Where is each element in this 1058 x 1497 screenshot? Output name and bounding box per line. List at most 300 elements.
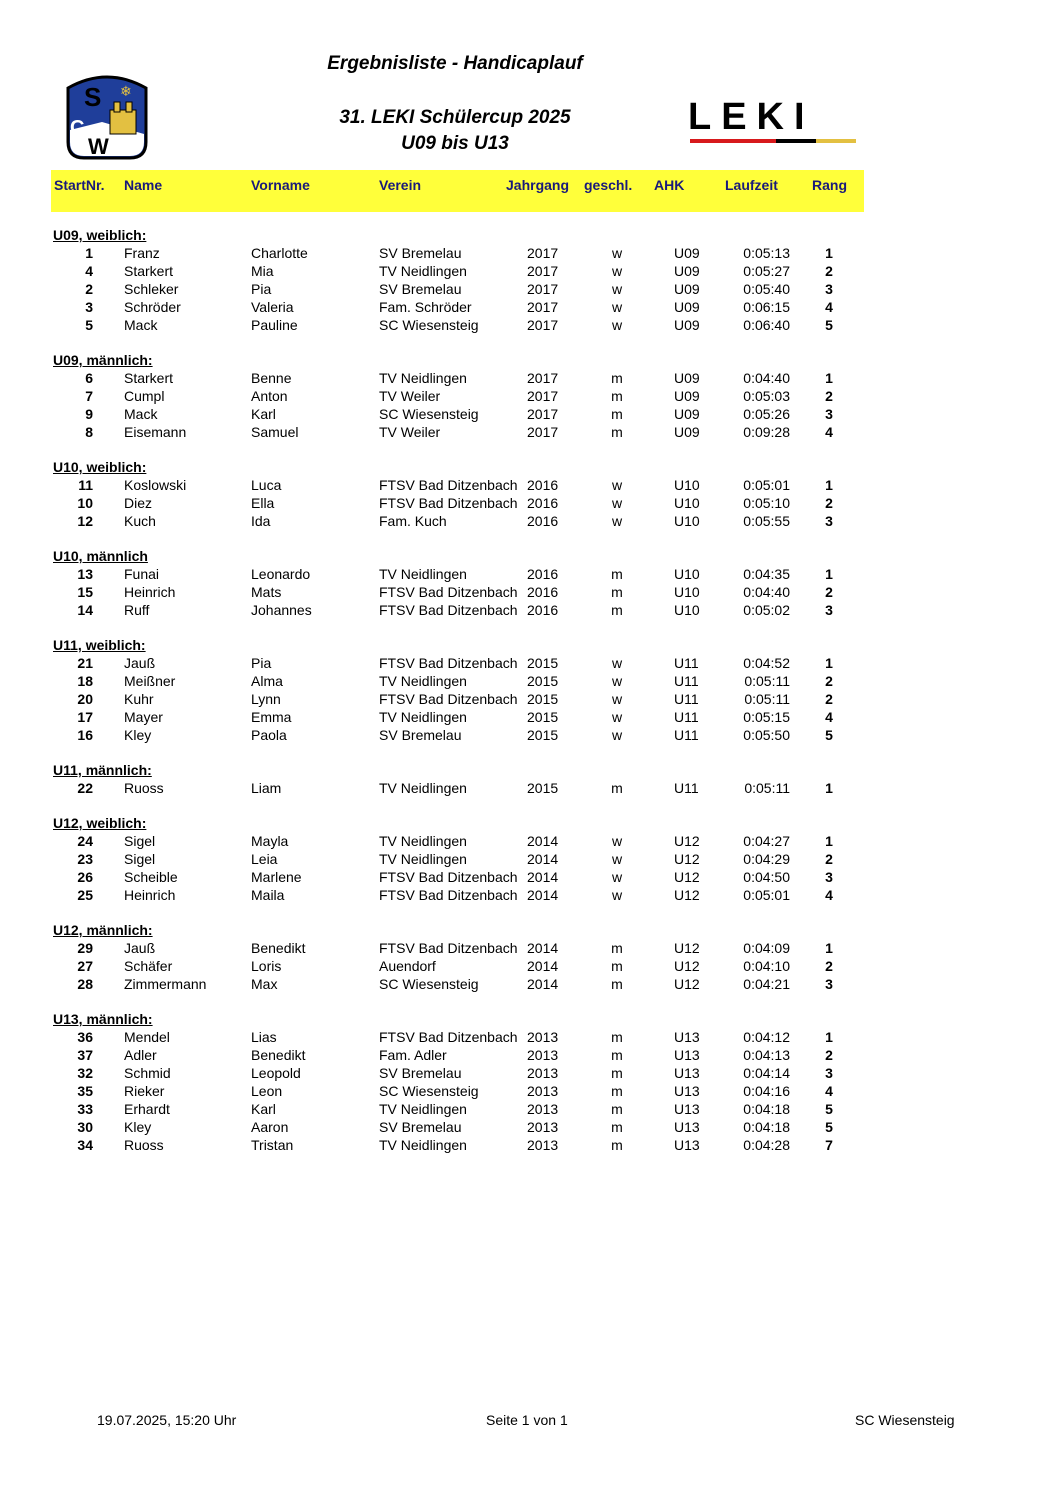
birth-year-cell: 2016 xyxy=(527,602,559,618)
rank-cell: 3 xyxy=(825,513,833,529)
gender-cell: w xyxy=(611,727,623,743)
rank-cell: 4 xyxy=(825,887,833,903)
age-class-cell: U10 xyxy=(674,602,700,618)
first-name-cell: Charlotte xyxy=(251,245,308,261)
birth-year-cell: 2017 xyxy=(527,388,559,404)
group-title: U11, männlich: xyxy=(53,762,152,778)
table-row xyxy=(0,708,1058,726)
birth-year-cell: 2016 xyxy=(527,495,559,511)
rank-cell: 1 xyxy=(825,940,833,956)
rank-cell: 5 xyxy=(825,1101,833,1117)
rank-cell: 4 xyxy=(825,1083,833,1099)
first-name-cell: Anton xyxy=(251,388,288,404)
club-cell: FTSV Bad Ditzenbach xyxy=(379,940,518,956)
first-name-cell: Mia xyxy=(251,263,274,279)
birth-year-cell: 2017 xyxy=(527,263,559,279)
rank-cell: 2 xyxy=(825,673,833,689)
birth-year-cell: 2017 xyxy=(527,317,559,333)
rank-cell: 3 xyxy=(825,602,833,618)
start-number-cell: 23 xyxy=(77,851,93,867)
last-name-cell: Starkert xyxy=(124,263,174,279)
birth-year-cell: 2015 xyxy=(527,780,559,796)
start-number-cell: 34 xyxy=(77,1137,93,1153)
age-class-cell: U09 xyxy=(674,317,700,333)
club-cell: Fam. Adler xyxy=(379,1047,447,1063)
run-time-cell: 0:05:10 xyxy=(743,495,790,511)
result-group xyxy=(0,458,1058,530)
last-name-cell: Meißner xyxy=(124,673,176,689)
club-cell: FTSV Bad Ditzenbach xyxy=(379,477,518,493)
table-row xyxy=(0,244,1058,262)
age-class-cell: U12 xyxy=(674,958,700,974)
club-cell: FTSV Bad Ditzenbach xyxy=(379,1029,518,1045)
club-cell: SV Bremelau xyxy=(379,281,462,297)
rank-cell: 3 xyxy=(825,406,833,422)
last-name-cell: Funai xyxy=(124,566,160,582)
club-cell: SV Bremelau xyxy=(379,1065,462,1081)
start-number-cell: 9 xyxy=(85,406,93,422)
rank-cell: 2 xyxy=(825,495,833,511)
birth-year-cell: 2017 xyxy=(527,406,559,422)
run-time-cell: 0:04:09 xyxy=(743,940,790,956)
table-row xyxy=(0,975,1058,993)
table-row xyxy=(0,726,1058,744)
club-logo-icon xyxy=(62,70,152,162)
last-name-cell: Sigel xyxy=(124,833,156,849)
club-cell: FTSV Bad Ditzenbach xyxy=(379,869,518,885)
age-class-cell: U12 xyxy=(674,887,700,903)
start-number-cell: 27 xyxy=(77,958,93,974)
club-cell: FTSV Bad Ditzenbach xyxy=(379,602,518,618)
birth-year-cell: 2016 xyxy=(527,584,559,600)
gender-cell: m xyxy=(611,1137,623,1153)
first-name-cell: Tristan xyxy=(251,1137,294,1153)
table-row xyxy=(0,298,1058,316)
col-header-startnr: StartNr. xyxy=(54,177,105,193)
group-title: U12, männlich: xyxy=(53,922,153,938)
run-time-cell: 0:05:15 xyxy=(743,709,790,725)
table-row xyxy=(0,1046,1058,1064)
gender-cell: w xyxy=(611,887,623,903)
result-group xyxy=(0,1010,1058,1154)
rank-cell: 5 xyxy=(825,727,833,743)
club-cell: TV Neidlingen xyxy=(379,709,467,725)
last-name-cell: Heinrich xyxy=(124,887,176,903)
rank-cell: 7 xyxy=(825,1137,833,1153)
first-name-cell: Ella xyxy=(251,495,275,511)
birth-year-cell: 2014 xyxy=(527,958,559,974)
run-time-cell: 0:05:13 xyxy=(743,245,790,261)
result-group xyxy=(0,761,1058,797)
last-name-cell: Kuhr xyxy=(124,691,154,707)
club-cell: FTSV Bad Ditzenbach xyxy=(379,655,518,671)
age-class-cell: U11 xyxy=(674,691,699,707)
last-name-cell: Rieker xyxy=(124,1083,165,1099)
gender-cell: m xyxy=(611,388,623,404)
table-row xyxy=(0,423,1058,441)
rank-cell: 3 xyxy=(825,976,833,992)
gender-cell: m xyxy=(611,940,623,956)
birth-year-cell: 2014 xyxy=(527,976,559,992)
age-class-cell: U09 xyxy=(674,299,700,315)
gender-cell: m xyxy=(611,406,623,422)
gender-cell: m xyxy=(611,958,623,974)
birth-year-cell: 2013 xyxy=(527,1029,559,1045)
gender-cell: w xyxy=(611,833,623,849)
table-row xyxy=(0,280,1058,298)
rank-cell: 5 xyxy=(825,317,833,333)
start-number-cell: 29 xyxy=(77,940,93,956)
run-time-cell: 0:05:11 xyxy=(744,691,790,707)
first-name-cell: Loris xyxy=(251,958,282,974)
table-row xyxy=(0,868,1058,886)
first-name-cell: Alma xyxy=(251,673,283,689)
rank-cell: 2 xyxy=(825,388,833,404)
start-number-cell: 24 xyxy=(77,833,93,849)
run-time-cell: 0:04:52 xyxy=(743,655,790,671)
birth-year-cell: 2013 xyxy=(527,1065,559,1081)
col-header-vorname: Vorname xyxy=(251,177,310,193)
club-cell: SV Bremelau xyxy=(379,245,462,261)
start-number-cell: 33 xyxy=(77,1101,93,1117)
first-name-cell: Leon xyxy=(251,1083,283,1099)
table-row xyxy=(0,405,1058,423)
start-number-cell: 7 xyxy=(85,388,93,404)
club-cell: TV Neidlingen xyxy=(379,370,467,386)
last-name-cell: Cumpl xyxy=(124,388,165,404)
first-name-cell: Marlene xyxy=(251,869,302,885)
table-row xyxy=(0,369,1058,387)
club-cell: SC Wiesensteig xyxy=(379,317,479,333)
gender-cell: w xyxy=(611,281,623,297)
last-name-cell: Sigel xyxy=(124,851,156,867)
club-cell: FTSV Bad Ditzenbach xyxy=(379,691,518,707)
start-number-cell: 15 xyxy=(77,584,93,600)
last-name-cell: Erhardt xyxy=(124,1101,170,1117)
club-cell: Auendorf xyxy=(379,958,436,974)
first-name-cell: Paola xyxy=(251,727,287,743)
birth-year-cell: 2013 xyxy=(527,1083,559,1099)
page-title: Ergebnisliste - Handicaplauf xyxy=(327,53,583,74)
last-name-cell: Scheible xyxy=(124,869,178,885)
last-name-cell: Mack xyxy=(124,317,158,333)
last-name-cell: Kuch xyxy=(124,513,156,529)
first-name-cell: Valeria xyxy=(251,299,294,315)
run-time-cell: 0:04:27 xyxy=(743,833,790,849)
gender-cell: w xyxy=(611,245,623,261)
club-cell: TV Weiler xyxy=(379,424,441,440)
run-time-cell: 0:05:01 xyxy=(743,477,790,493)
rank-cell: 4 xyxy=(825,299,833,315)
result-group xyxy=(0,226,1058,334)
group-title: U10, weiblich: xyxy=(53,459,147,475)
gender-cell: m xyxy=(611,370,623,386)
run-time-cell: 0:05:11 xyxy=(744,780,790,796)
results-table xyxy=(0,226,1058,1171)
col-header-rang: Rang xyxy=(812,177,847,193)
age-class-cell: U09 xyxy=(674,281,700,297)
footer-page-number: Seite 1 von 1 xyxy=(486,1412,568,1428)
table-row xyxy=(0,850,1058,868)
gender-cell: m xyxy=(611,584,623,600)
footer-datetime: 19.07.2025, 15:20 Uhr xyxy=(97,1412,237,1428)
col-header-jahrgang: Jahrgang xyxy=(506,177,570,193)
table-row xyxy=(0,565,1058,583)
first-name-cell: Lynn xyxy=(251,691,281,707)
run-time-cell: 0:05:11 xyxy=(744,673,790,689)
gender-cell: m xyxy=(611,1065,623,1081)
birth-year-cell: 2016 xyxy=(527,566,559,582)
age-class-cell: U11 xyxy=(674,709,699,725)
last-name-cell: Adler xyxy=(124,1047,157,1063)
gender-cell: m xyxy=(611,1119,623,1135)
age-class-cell: U09 xyxy=(674,388,700,404)
age-class-cell: U09 xyxy=(674,370,700,386)
club-cell: TV Neidlingen xyxy=(379,673,467,689)
start-number-cell: 20 xyxy=(77,691,93,707)
table-row xyxy=(0,476,1058,494)
first-name-cell: Pauline xyxy=(251,317,298,333)
gender-cell: m xyxy=(611,602,623,618)
birth-year-cell: 2015 xyxy=(527,691,559,707)
run-time-cell: 0:04:35 xyxy=(743,566,790,582)
first-name-cell: Lias xyxy=(251,1029,277,1045)
gender-cell: w xyxy=(611,495,623,511)
birth-year-cell: 2014 xyxy=(527,833,559,849)
birth-year-cell: 2017 xyxy=(527,299,559,315)
first-name-cell: Johannes xyxy=(251,602,312,618)
start-number-cell: 22 xyxy=(77,780,93,796)
leki-logo-icon xyxy=(688,97,858,149)
club-cell: Fam. Kuch xyxy=(379,513,447,529)
run-time-cell: 0:05:01 xyxy=(743,887,790,903)
gender-cell: w xyxy=(611,673,623,689)
last-name-cell: Ruoss xyxy=(124,780,164,796)
first-name-cell: Karl xyxy=(251,1101,276,1117)
last-name-cell: Kley xyxy=(124,1119,152,1135)
birth-year-cell: 2015 xyxy=(527,655,559,671)
gender-cell: m xyxy=(611,424,623,440)
club-cell: TV Neidlingen xyxy=(379,566,467,582)
svg-text:❄: ❄ xyxy=(120,84,132,100)
age-class-cell: U10 xyxy=(674,513,700,529)
gender-cell: m xyxy=(611,1029,623,1045)
rank-cell: 1 xyxy=(825,245,833,261)
gender-cell: w xyxy=(611,869,623,885)
rank-cell: 2 xyxy=(825,851,833,867)
run-time-cell: 0:04:18 xyxy=(743,1119,790,1135)
table-row xyxy=(0,1100,1058,1118)
rank-cell: 4 xyxy=(825,709,833,725)
first-name-cell: Pia xyxy=(251,655,272,671)
club-cell: TV Weiler xyxy=(379,388,441,404)
gender-cell: m xyxy=(611,976,623,992)
first-name-cell: Benedikt xyxy=(251,940,306,956)
run-time-cell: 0:04:16 xyxy=(743,1083,790,1099)
club-cell: FTSV Bad Ditzenbach xyxy=(379,495,518,511)
birth-year-cell: 2014 xyxy=(527,851,559,867)
run-time-cell: 0:04:12 xyxy=(743,1029,790,1045)
last-name-cell: Mack xyxy=(124,406,158,422)
table-row xyxy=(0,939,1058,957)
run-time-cell: 0:06:15 xyxy=(743,299,790,315)
start-number-cell: 30 xyxy=(77,1119,93,1135)
start-number-cell: 5 xyxy=(85,317,93,333)
last-name-cell: Heinrich xyxy=(124,584,176,600)
first-name-cell: Liam xyxy=(251,780,282,796)
age-class-cell: U13 xyxy=(674,1029,700,1045)
start-number-cell: 26 xyxy=(77,869,93,885)
last-name-cell: Mayer xyxy=(124,709,163,725)
gender-cell: w xyxy=(611,513,623,529)
birth-year-cell: 2015 xyxy=(527,727,559,743)
rank-cell: 1 xyxy=(825,370,833,386)
last-name-cell: Diez xyxy=(124,495,153,511)
table-row xyxy=(0,316,1058,334)
run-time-cell: 0:04:13 xyxy=(743,1047,790,1063)
age-class-cell: U10 xyxy=(674,477,700,493)
age-class-cell: U13 xyxy=(674,1137,700,1153)
gender-cell: w xyxy=(611,655,623,671)
run-time-cell: 0:04:14 xyxy=(743,1065,790,1081)
gender-cell: w xyxy=(611,709,623,725)
age-class-cell: U12 xyxy=(674,940,700,956)
first-name-cell: Maila xyxy=(251,887,285,903)
age-class-cell: U10 xyxy=(674,584,700,600)
classes-subtitle: U09 bis U13 xyxy=(401,133,509,154)
start-number-cell: 21 xyxy=(77,655,93,671)
footer-organizer: SC Wiesensteig xyxy=(855,1412,955,1428)
age-class-cell: U09 xyxy=(674,406,700,422)
svg-text:C: C xyxy=(70,117,85,139)
age-class-cell: U12 xyxy=(674,833,700,849)
table-row xyxy=(0,832,1058,850)
start-number-cell: 35 xyxy=(77,1083,93,1099)
age-class-cell: U13 xyxy=(674,1065,700,1081)
table-row xyxy=(0,1136,1058,1154)
rank-cell: 5 xyxy=(825,1119,833,1135)
run-time-cell: 0:04:10 xyxy=(743,958,790,974)
first-name-cell: Mats xyxy=(251,584,282,600)
run-time-cell: 0:05:02 xyxy=(743,602,790,618)
club-cell: TV Neidlingen xyxy=(379,780,467,796)
birth-year-cell: 2016 xyxy=(527,477,559,493)
last-name-cell: Franz xyxy=(124,245,160,261)
run-time-cell: 0:04:50 xyxy=(743,869,790,885)
rank-cell: 2 xyxy=(825,263,833,279)
age-class-cell: U13 xyxy=(674,1101,700,1117)
age-class-cell: U12 xyxy=(674,976,700,992)
club-cell: TV Neidlingen xyxy=(379,1137,467,1153)
age-class-cell: U09 xyxy=(674,424,700,440)
first-name-cell: Samuel xyxy=(251,424,299,440)
gender-cell: m xyxy=(611,780,623,796)
age-class-cell: U10 xyxy=(674,495,700,511)
first-name-cell: Benne xyxy=(251,370,292,386)
rank-cell: 1 xyxy=(825,780,833,796)
start-number-cell: 14 xyxy=(77,602,93,618)
gender-cell: w xyxy=(611,299,623,315)
rank-cell: 3 xyxy=(825,281,833,297)
group-title: U09, weiblich: xyxy=(53,227,147,243)
table-row xyxy=(0,1082,1058,1100)
result-group xyxy=(0,636,1058,744)
last-name-cell: Zimmermann xyxy=(124,976,207,992)
start-number-cell: 32 xyxy=(77,1065,93,1081)
first-name-cell: Emma xyxy=(251,709,292,725)
age-class-cell: U13 xyxy=(674,1119,700,1135)
run-time-cell: 0:05:26 xyxy=(743,406,790,422)
first-name-cell: Pia xyxy=(251,281,272,297)
col-header-name: Name xyxy=(124,177,163,193)
start-number-cell: 1 xyxy=(85,245,93,261)
birth-year-cell: 2014 xyxy=(527,887,559,903)
first-name-cell: Aaron xyxy=(251,1119,289,1135)
rank-cell: 1 xyxy=(825,477,833,493)
group-title: U10, männlich xyxy=(53,548,148,564)
birth-year-cell: 2013 xyxy=(527,1119,559,1135)
run-time-cell: 0:09:28 xyxy=(743,424,790,440)
first-name-cell: Benedikt xyxy=(251,1047,306,1063)
table-row xyxy=(0,1064,1058,1082)
first-name-cell: Karl xyxy=(251,406,276,422)
start-number-cell: 17 xyxy=(77,709,93,725)
start-number-cell: 8 xyxy=(85,424,93,440)
group-title: U11, weiblich: xyxy=(53,637,146,653)
first-name-cell: Leia xyxy=(251,851,278,867)
table-row xyxy=(0,779,1058,797)
club-cell: SC Wiesensteig xyxy=(379,406,479,422)
age-class-cell: U11 xyxy=(674,727,699,743)
last-name-cell: Ruff xyxy=(124,602,150,618)
last-name-cell: Schröder xyxy=(124,299,181,315)
first-name-cell: Mayla xyxy=(251,833,289,849)
result-group xyxy=(0,547,1058,619)
event-title: 31. LEKI Schülercup 2025 xyxy=(339,107,571,128)
birth-year-cell: 2013 xyxy=(527,1101,559,1117)
run-time-cell: 0:04:29 xyxy=(743,851,790,867)
gender-cell: w xyxy=(611,263,623,279)
start-number-cell: 25 xyxy=(77,887,93,903)
birth-year-cell: 2013 xyxy=(527,1137,559,1153)
age-class-cell: U12 xyxy=(674,869,700,885)
run-time-cell: 0:06:40 xyxy=(743,317,790,333)
table-row xyxy=(0,512,1058,530)
rank-cell: 1 xyxy=(825,655,833,671)
last-name-cell: Jauß xyxy=(124,940,156,956)
run-time-cell: 0:05:50 xyxy=(743,727,790,743)
club-cell: Fam. Schröder xyxy=(379,299,472,315)
run-time-cell: 0:04:28 xyxy=(743,1137,790,1153)
birth-year-cell: 2015 xyxy=(527,673,559,689)
birth-year-cell: 2016 xyxy=(527,513,559,529)
rank-cell: 3 xyxy=(825,869,833,885)
club-cell: TV Neidlingen xyxy=(379,263,467,279)
table-row xyxy=(0,654,1058,672)
first-name-cell: Ida xyxy=(251,513,271,529)
table-row xyxy=(0,494,1058,512)
rank-cell: 2 xyxy=(825,691,833,707)
svg-text:LEKI: LEKI xyxy=(688,96,815,138)
col-header-ahk: AHK xyxy=(654,177,685,193)
birth-year-cell: 2017 xyxy=(527,245,559,261)
run-time-cell: 0:05:40 xyxy=(743,281,790,297)
first-name-cell: Max xyxy=(251,976,278,992)
birth-year-cell: 2015 xyxy=(527,709,559,725)
last-name-cell: Schäfer xyxy=(124,958,173,974)
svg-text:W: W xyxy=(88,134,109,159)
result-group xyxy=(0,351,1058,441)
